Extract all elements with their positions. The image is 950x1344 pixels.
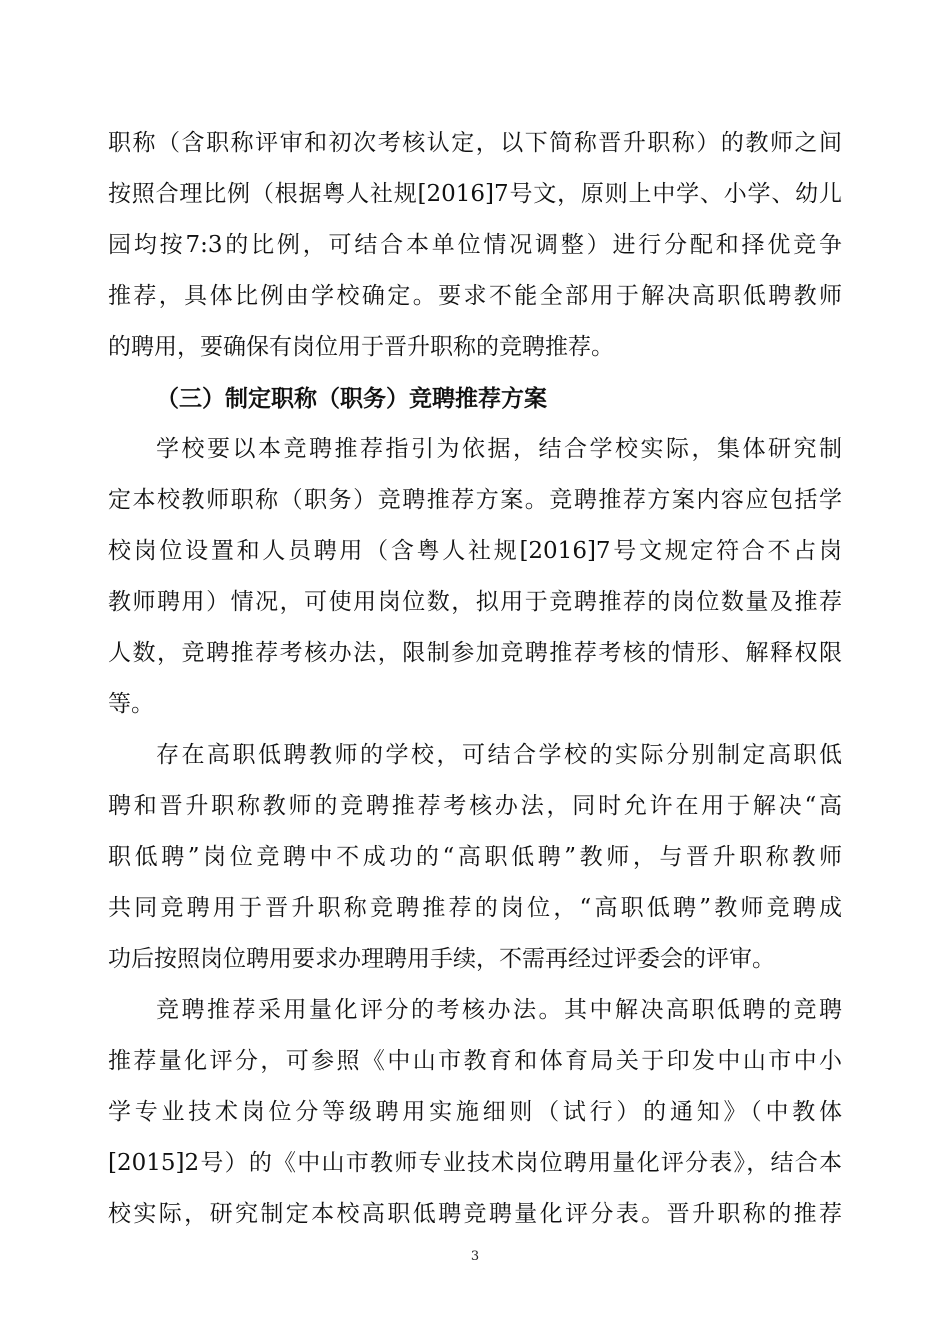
text-line: 按照合理比例（根据粤人社规[2016]7号文，原则上中学、小学、幼儿	[108, 181, 842, 207]
section-heading: （三）制定职称（职务）竞聘推荐方案	[156, 385, 547, 412]
paragraph	[108, 730, 842, 985]
paragraph	[108, 424, 842, 730]
text-line: 教师聘用）情况，可使用岗位数，拟用于竞聘推荐的岗位数量及推荐	[108, 589, 842, 615]
page-number: 3	[470, 1249, 480, 1264]
text-line: 学专业技术岗位分等级聘用实施细则（试行）的通知》（中教体	[108, 1099, 842, 1125]
document-body	[108, 118, 842, 1240]
text-line: 等。	[108, 691, 154, 717]
paragraph	[108, 985, 842, 1240]
text-line: 存在高职低聘教师的学校，可结合学校的实际分别制定高职低	[156, 742, 842, 768]
text-line: 园均按7:3的比例，可结合本单位情况调整）进行分配和择优竞争	[108, 232, 842, 258]
text-line: 职称（含职称评审和初次考核认定，以下简称晋升职称）的教师之间	[108, 130, 842, 156]
text-line: 聘和晋升职称教师的竞聘推荐考核办法，同时允许在用于解决“高	[108, 793, 842, 819]
text-line: 推荐量化评分，可参照《中山市教育和体育局关于印发中山市中小	[108, 1048, 842, 1074]
text-line: 学校要以本竞聘推荐指引为依据，结合学校实际，集体研究制	[156, 436, 842, 462]
text-line: 定本校教师职称（职务）竞聘推荐方案。竞聘推荐方案内容应包括学	[108, 487, 842, 513]
text-line: 职低聘”岗位竞聘中不成功的“高职低聘”教师，与晋升职称教师	[108, 844, 842, 870]
text-line: 推荐，具体比例由学校确定。要求不能全部用于解决高职低聘教师	[108, 283, 842, 309]
paragraph	[108, 118, 842, 373]
text-line: 竞聘推荐采用量化评分的考核办法。其中解决高职低聘的竞聘	[156, 997, 842, 1023]
text-line: 共同竞聘用于晋升职称竞聘推荐的岗位，“高职低聘”教师竞聘成	[108, 895, 842, 921]
text-line: 功后按照岗位聘用要求办理聘用手续，不需再经过评委会的评审。	[108, 946, 775, 972]
text-line: 人数，竞聘推荐考核办法，限制参加竞聘推荐考核的情形、解释权限	[108, 640, 842, 666]
text-line: 校实际，研究制定本校高职低聘竞聘量化评分表。晋升职称的推荐	[108, 1201, 842, 1227]
text-line: 的聘用，要确保有岗位用于晋升职称的竞聘推荐。	[108, 334, 614, 360]
text-line: 校岗位设置和人员聘用（含粤人社规[2016]7号文规定符合不占岗	[108, 538, 842, 564]
text-line: [2015]2号）的《中山市教师专业技术岗位聘用量化评分表》，结合本	[108, 1150, 842, 1176]
